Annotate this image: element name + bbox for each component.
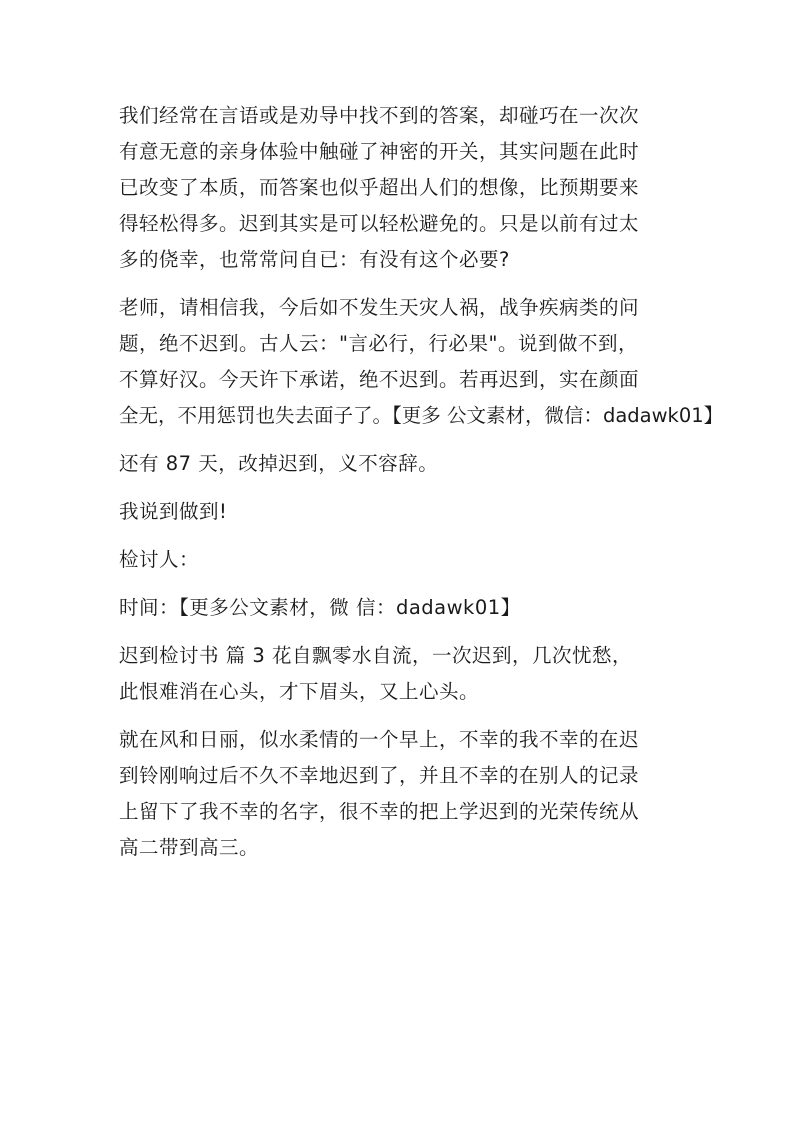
text-line: 已改变了本质，而答案也似乎超出人们的想像，比预期要来	[119, 176, 640, 199]
paragraph-8	[119, 722, 679, 866]
paragraph-3	[119, 446, 679, 482]
paragraph-5	[119, 542, 679, 578]
text-line: 就在风和日丽，似水柔情的一个早上，不幸的我不幸的在迟	[119, 728, 640, 751]
paragraph-4	[119, 494, 679, 530]
text-line: 到铃刚响过后不久不幸地迟到了，并且不幸的在别人的记录	[119, 764, 640, 787]
paragraph-6	[119, 590, 679, 626]
text-line: 全无，不用惩罚也失去面子了。【更多 公文素材，微信：dadawk01】	[119, 404, 724, 427]
text-line: 题，绝不迟到。古人云："言必行，行必果"。说到做不到，	[119, 332, 638, 355]
text-line: 高二带到高三。	[119, 836, 260, 859]
text-line: 不算好汉。今天许下承诺，绝不迟到。若再迟到，实在颜面	[119, 368, 640, 391]
text-line: 多的侥幸，也常常问自已：有没有这个必要?	[119, 248, 510, 271]
signature-label: 检讨人：	[119, 548, 200, 571]
document-body	[119, 98, 724, 878]
text-line: 老师，请相信我，今后如不发生天灾人祸，战争疾病类的问	[119, 296, 640, 319]
paragraph-2	[119, 290, 724, 434]
paragraph-1	[119, 98, 679, 278]
text-line: 有意无意的亲身体验中触碰了神密的开关，其实问题在此时	[119, 140, 640, 163]
text-line: 迟到检讨书 篇 3 花自飘零水自流，一次迟到，几次忧愁，	[119, 644, 633, 667]
text-line: 此恨难消在心头，才下眉头，又上心头。	[119, 680, 480, 703]
paragraph-7	[119, 638, 679, 710]
text-line: 还有 87 天，改掉迟到，义不容辞。	[119, 452, 439, 475]
date-label: 时间：【更多公文素材，微 信：dadawk01】	[119, 596, 521, 619]
text-line: 得轻松得多。迟到其实是可以轻松避免的。只是以前有过太	[119, 212, 640, 235]
text-line: 上留下了我不幸的名字，很不幸的把上学迟到的光荣传统从	[119, 800, 640, 823]
text-line: 我说到做到!	[119, 500, 228, 523]
text-line: 我们经常在言语或是劝导中找不到的答案，却碰巧在一次次	[119, 104, 640, 127]
